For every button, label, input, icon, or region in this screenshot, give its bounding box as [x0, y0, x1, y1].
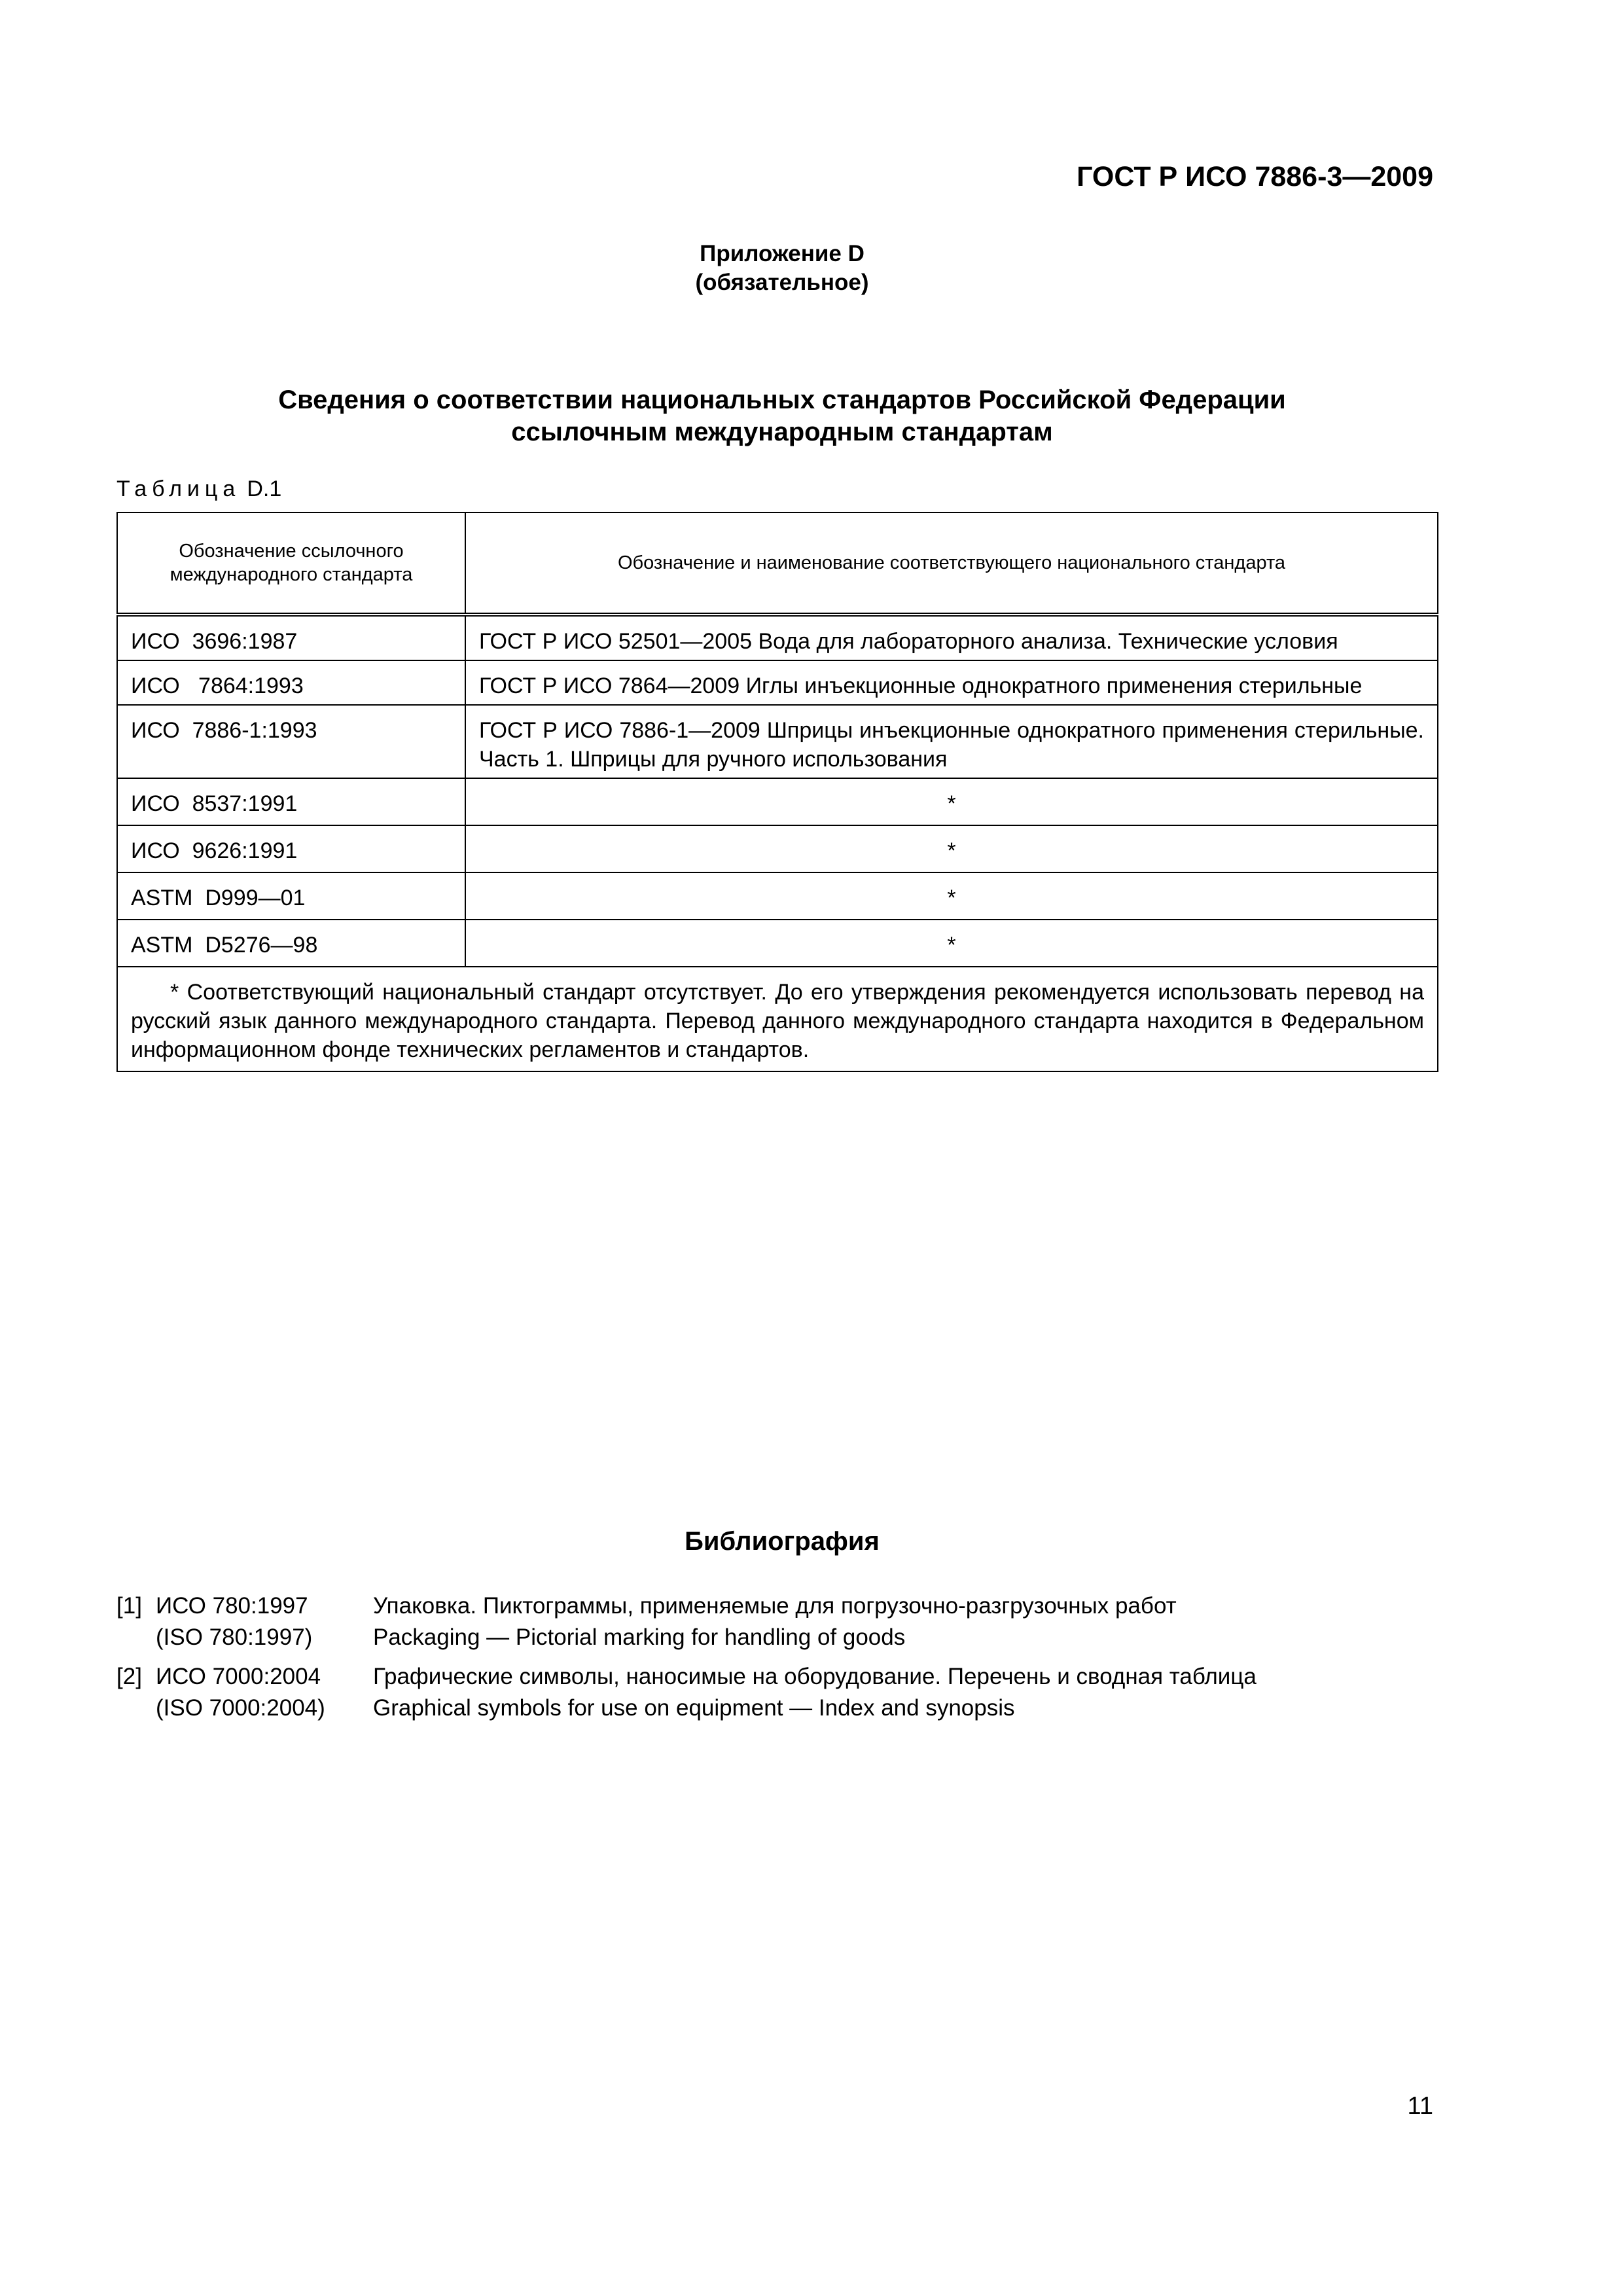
header-national-standard: Обозначение и наименование соответствующего национального стандарта	[465, 512, 1438, 615]
reference-cell: ИСО 7864:1993	[117, 660, 465, 705]
bibliography-ids	[156, 1590, 373, 1653]
bibliography-id-en: (ISO 780:1997)	[156, 1624, 313, 1650]
national-cell: *	[465, 825, 1438, 872]
bibliography-title-ru: Упаковка. Пиктограммы, применяемые для погрузочно-разгрузочных работ	[373, 1593, 1177, 1619]
bibliography-ids	[156, 1661, 373, 1724]
appendix-title: Приложение D	[700, 241, 865, 266]
reference-cell: ИСО 7886-1:1993	[117, 705, 465, 778]
table-row	[117, 705, 1438, 778]
appendix-heading	[0, 240, 1564, 297]
correspondence-table	[116, 512, 1438, 1072]
national-cell: *	[465, 872, 1438, 920]
reference-cell: ASTM D5276—98	[117, 920, 465, 967]
table-row	[117, 920, 1438, 967]
bibliography-titles	[373, 1661, 1551, 1724]
reference-cell: ИСО 3696:1987	[117, 615, 465, 660]
reference-cell: ИСО 8537:1991	[117, 778, 465, 825]
page-number: 11	[1407, 2092, 1433, 2120]
table-header-row	[117, 512, 1438, 615]
table-footnote-text: * Соответствующий национальный стандарт отсутствует. До его утверждения рекомендуется использовать перевод на русский язык данного международного стандарта. Перевод данного международного стандарта находится в Федеральном информационном фонде технических регламентов и стандартов.	[131, 980, 1424, 1062]
bibliography-list	[116, 1590, 1551, 1732]
table-footnote-row	[117, 967, 1438, 1071]
table-row	[117, 778, 1438, 825]
section-title-line-1: Сведения о соответствии национальных стандартов Российской Федерации	[278, 386, 1286, 414]
reference-cell: ИСО 9626:1991	[117, 825, 465, 872]
national-cell: ГОСТ Р ИСО 7886-1—2009 Шприцы инъекционные однократного применения стерильные. Часть 1. Шприцы для ручного использования	[465, 705, 1438, 778]
national-cell: *	[465, 778, 1438, 825]
bibliography-title-en: Graphical symbols for use on equipment — Index and synopsis	[373, 1695, 1015, 1721]
bibliography-id-en: (ISO 7000:2004)	[156, 1695, 325, 1721]
bibliography-item	[116, 1590, 1551, 1653]
national-cell: ГОСТ Р ИСО 52501—2005 Вода для лабораторного анализа. Технические условия	[465, 615, 1438, 660]
bibliography-title-ru: Графические символы, наносимые на оборудование. Перечень и сводная таблица	[373, 1664, 1257, 1689]
bibliography-id-ru: ИСО 7000:2004	[156, 1664, 321, 1689]
bibliography-number: [2]	[116, 1664, 142, 1689]
appendix-status: (обязательное)	[695, 270, 869, 295]
section-title-line-2: ссылочным международным стандартам	[511, 418, 1053, 446]
table-row	[117, 660, 1438, 705]
bibliography-titles	[373, 1590, 1551, 1653]
national-cell: *	[465, 920, 1438, 967]
bibliography-title-en: Packaging — Pictorial marking for handling of goods	[373, 1624, 906, 1650]
document-code: ГОСТ Р ИСО 7886-3—2009	[1077, 161, 1433, 192]
table-row	[117, 872, 1438, 920]
bibliography-item	[116, 1661, 1551, 1724]
table-caption	[116, 476, 281, 502]
table-row	[117, 825, 1438, 872]
national-cell: ГОСТ Р ИСО 7864—2009 Иглы инъекционные однократного применения стерильные	[465, 660, 1438, 705]
section-title	[0, 384, 1564, 448]
table-caption-word: Таблица	[116, 476, 241, 501]
bibliography-number: [1]	[116, 1593, 142, 1619]
table-caption-number: D.1	[247, 476, 282, 501]
reference-cell: ASTM D999—01	[117, 872, 465, 920]
bibliography-title: Библиография	[685, 1527, 880, 1556]
header-reference-standard: Обозначение ссылочного международного стандарта	[117, 512, 465, 615]
table-row	[117, 615, 1438, 660]
bibliography-id-ru: ИСО 780:1997	[156, 1593, 308, 1619]
table-footnote	[117, 967, 1438, 1071]
